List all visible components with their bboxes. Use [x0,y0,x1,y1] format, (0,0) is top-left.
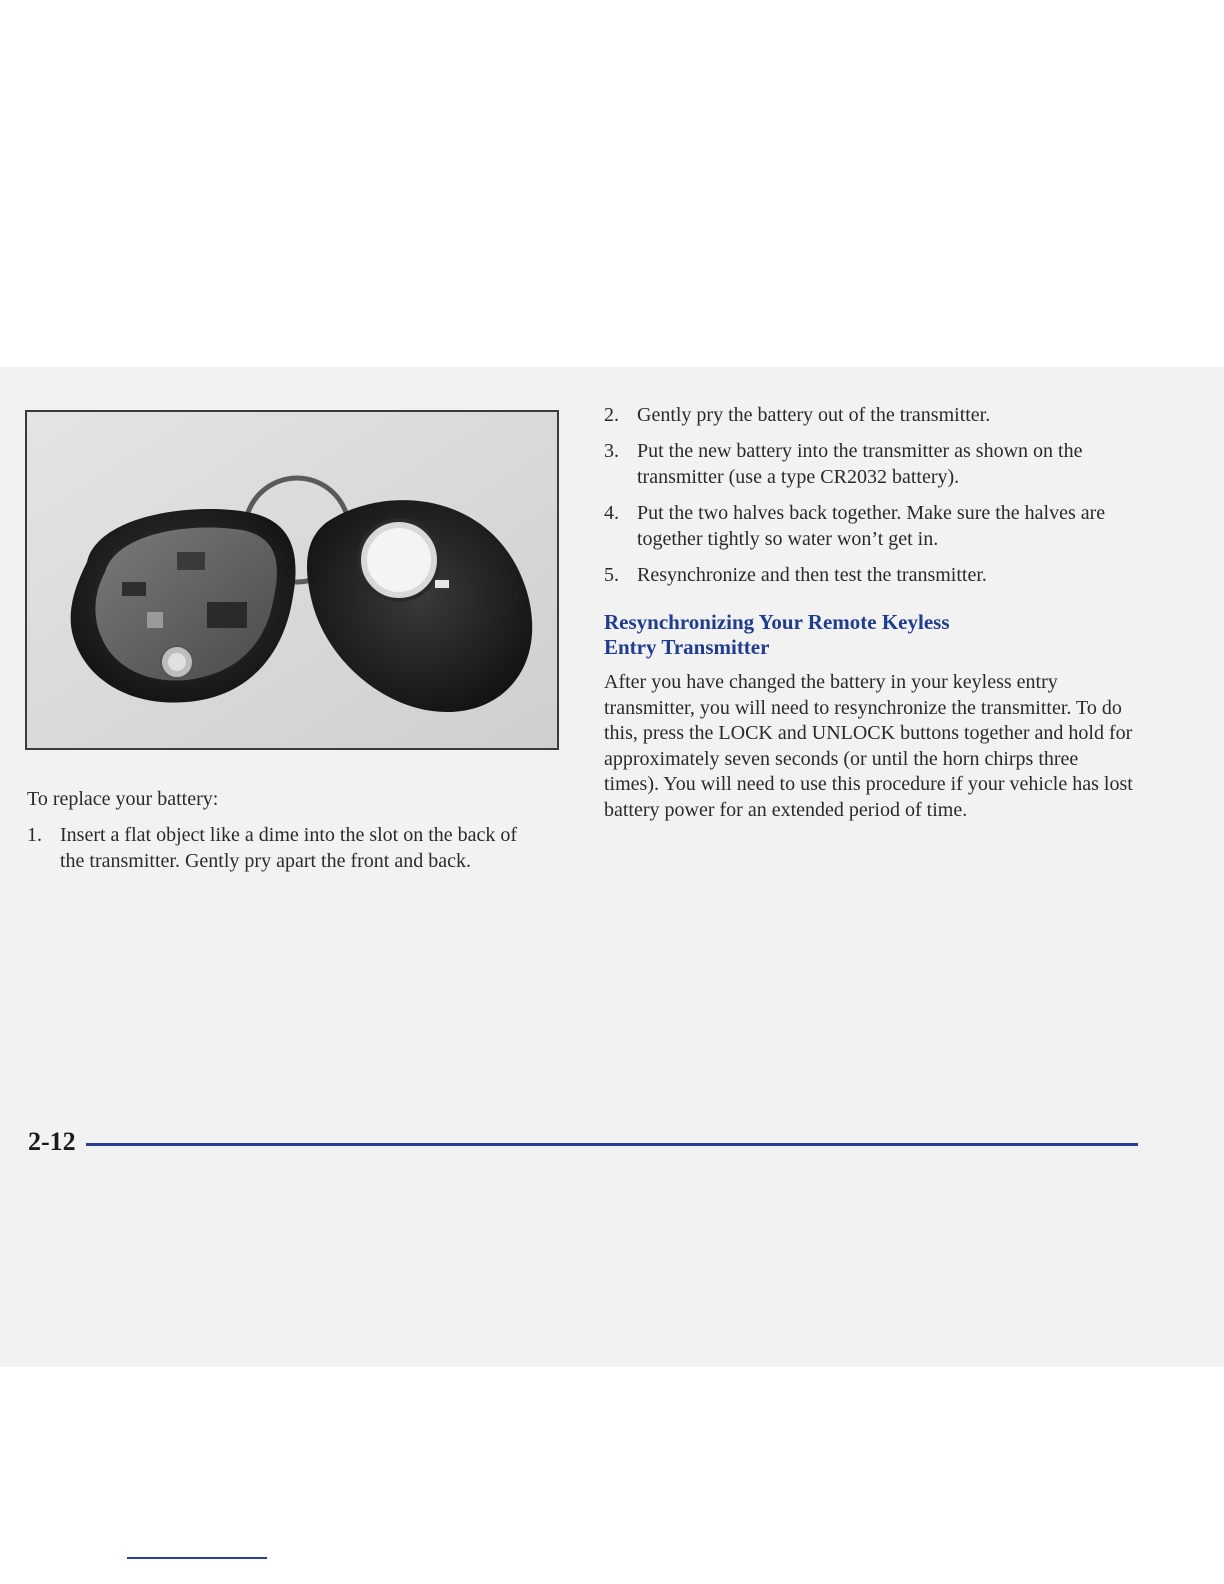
page-number: 2-12 [28,1127,76,1156]
resync-paragraph: After you have changed the battery in your keyless entry transmitter, you will need to resynchronize the transmitter. To do this, press the LOCK and UNLOCK buttons together and hold for approximately seven seconds (or until the horn chirps three times). You will need to use this procedure if your vehicle has lost battery power for an extended period of time. [604,671,1133,821]
step-number: 5. [604,564,619,586]
step-number: 1. [27,824,42,846]
step-number: 2. [604,404,619,426]
section-heading-line: Resynchronizing Your Remote Keyless [604,610,950,634]
step-item [27,822,537,874]
opened-transmitter-illustration [27,412,557,748]
page-footer [28,1124,1138,1160]
bottom-rule [127,1557,267,1559]
right-column [604,402,1134,823]
step-text: Put the new battery into the transmitter as shown on the transmitter (use a type CR2032 battery). [637,440,1083,488]
step-number: 4. [604,502,619,524]
step-number: 3. [604,440,619,462]
transmitter-photo [25,410,559,750]
step-text: Insert a flat object like a dime into the slot on the back of the transmitter. Gently pry apart the front and back. [60,824,518,872]
footer-rule [86,1143,1138,1146]
step-item [604,402,1134,428]
step-item [604,500,1134,552]
section-heading [604,610,1134,660]
step-text: Gently pry the battery out of the transmitter. [637,404,991,426]
step-text: Resynchronize and then test the transmitter. [637,564,987,586]
step-item [604,562,1134,588]
replace-battery-intro: To replace your battery: [27,788,219,810]
left-column [27,786,537,884]
step-item [604,438,1134,490]
section-heading-line: Entry Transmitter [604,635,770,659]
step-text: Put the two halves back together. Make sure the halves are together tightly so water won’t get in. [637,502,1106,550]
